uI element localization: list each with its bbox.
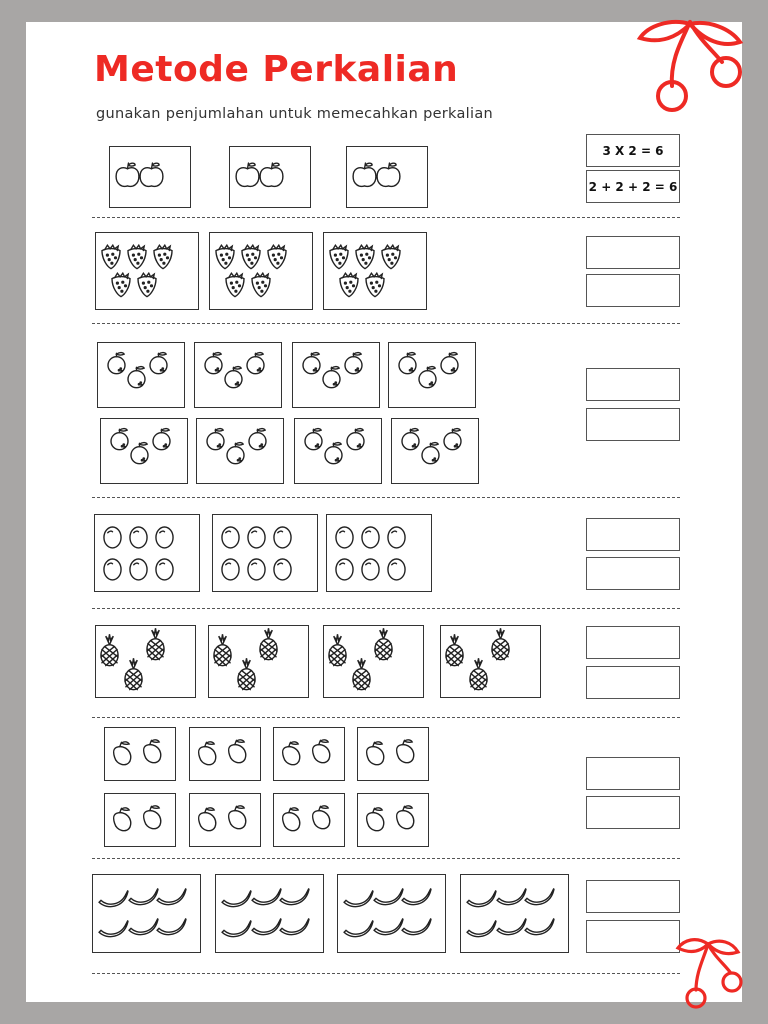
mango-icon — [397, 740, 414, 763]
mango-icon — [229, 806, 246, 829]
pineapple-icon — [329, 634, 346, 665]
page-subtitle: gunakan penjumlahan untuk memecahkan perkalian — [96, 106, 494, 122]
row-separator — [92, 323, 680, 324]
lemon-icon — [388, 559, 405, 580]
mango-icon — [199, 742, 216, 765]
orange-icon — [303, 353, 320, 374]
lemon-icon — [130, 527, 147, 548]
answer-multiplication-input[interactable] — [586, 626, 680, 659]
orange-icon — [419, 367, 436, 388]
strawberry-icon — [330, 245, 348, 268]
banana-icon — [497, 919, 525, 935]
orange-group — [194, 342, 282, 408]
banana-group — [92, 874, 201, 953]
lemon-icon — [362, 559, 379, 580]
banana-icon — [280, 889, 309, 905]
apple-group — [109, 146, 191, 208]
orange-icon — [441, 353, 458, 374]
strawberry-icon — [216, 245, 234, 268]
orange-icon — [111, 429, 128, 450]
pineapple-icon — [353, 658, 370, 689]
example-multiplication-box: 3 X 2 = 6 — [586, 134, 680, 167]
row-separator — [92, 717, 680, 718]
mango-icon — [144, 806, 161, 829]
lemon-icon — [156, 559, 173, 580]
apple-icon — [236, 163, 259, 186]
orange-icon — [247, 353, 264, 374]
lemon-icon — [248, 559, 265, 580]
banana-icon — [467, 891, 496, 907]
answer-addition-input[interactable] — [586, 920, 680, 953]
banana-group — [215, 874, 324, 953]
orange-icon — [225, 367, 242, 388]
orange-icon — [399, 353, 416, 374]
orange-icon — [227, 443, 244, 464]
pineapple-icon — [214, 634, 231, 665]
orange-group — [391, 418, 479, 484]
pineapple-group — [95, 625, 196, 698]
mango-icon — [229, 740, 246, 763]
row-separator — [92, 973, 680, 974]
answer-addition-input[interactable] — [586, 796, 680, 829]
strawberry-icon — [102, 245, 120, 268]
orange-icon — [131, 443, 148, 464]
mango-icon — [144, 740, 161, 763]
pineapple-icon — [260, 628, 277, 659]
banana-icon — [252, 889, 281, 905]
banana-icon — [344, 921, 373, 937]
mango-icon — [283, 742, 300, 765]
banana-icon — [252, 919, 281, 935]
strawberry-icon — [382, 245, 400, 268]
banana-group — [337, 874, 446, 953]
apple-icon — [260, 163, 283, 186]
row-separator — [92, 217, 680, 218]
pineapple-group — [208, 625, 309, 698]
banana-icon — [374, 889, 403, 905]
orange-group — [292, 342, 380, 408]
banana-icon — [157, 889, 186, 905]
row-separator — [92, 858, 680, 859]
strawberry-icon — [356, 245, 374, 268]
pineapple-icon — [125, 658, 142, 689]
banana-icon — [497, 889, 525, 905]
apple-icon — [116, 163, 139, 186]
orange-group — [294, 418, 382, 484]
lemon-icon — [388, 527, 405, 548]
strawberry-icon — [138, 273, 156, 296]
banana-icon — [467, 921, 496, 937]
answer-multiplication-input[interactable] — [586, 236, 680, 269]
mango-icon — [367, 808, 384, 831]
mango-icon — [397, 806, 414, 829]
banana-icon — [129, 889, 158, 905]
pineapple-icon — [375, 628, 392, 659]
lemon-icon — [104, 559, 121, 580]
banana-icon — [280, 919, 309, 935]
orange-icon — [345, 353, 362, 374]
mango-group — [357, 793, 429, 847]
strawberry-icon — [242, 245, 260, 268]
orange-icon — [207, 429, 224, 450]
pineapple-icon — [492, 628, 509, 659]
mango-icon — [199, 808, 216, 831]
strawberry-group — [323, 232, 427, 310]
orange-group — [196, 418, 284, 484]
lemon-icon — [336, 559, 353, 580]
apple-group — [229, 146, 311, 208]
orange-icon — [249, 429, 266, 450]
mango-icon — [114, 742, 131, 765]
row-separator — [92, 497, 680, 498]
strawberry-icon — [112, 273, 130, 296]
answer-multiplication-input[interactable] — [586, 368, 680, 401]
strawberry-icon — [252, 273, 270, 296]
answer-addition-input[interactable] — [586, 408, 680, 441]
apple-icon — [377, 163, 400, 186]
lemon-icon — [274, 527, 291, 548]
orange-group — [100, 418, 188, 484]
lemon-icon — [362, 527, 379, 548]
banana-icon — [525, 919, 554, 935]
worksheet — [26, 22, 742, 1002]
mango-group — [273, 727, 345, 781]
pineapple-group — [323, 625, 424, 698]
answer-multiplication-input[interactable] — [586, 518, 680, 551]
lemon-icon — [222, 527, 239, 548]
mango-icon — [313, 806, 330, 829]
strawberry-icon — [128, 245, 146, 268]
pineapple-icon — [238, 658, 255, 689]
mango-icon — [283, 808, 300, 831]
cherry-icon — [630, 10, 750, 115]
banana-icon — [525, 889, 554, 905]
orange-icon — [108, 353, 125, 374]
example-addition-box: 2 + 2 + 2 = 6 — [586, 170, 680, 203]
mango-group — [189, 727, 261, 781]
orange-icon — [444, 429, 461, 450]
banana-icon — [99, 921, 128, 937]
apple-group — [346, 146, 428, 208]
mango-group — [104, 727, 176, 781]
lemon-icon — [156, 527, 173, 548]
orange-icon — [422, 443, 439, 464]
mango-group — [357, 727, 429, 781]
answer-multiplication-input[interactable] — [586, 880, 680, 913]
pineapple-icon — [470, 658, 487, 689]
orange-icon — [402, 429, 419, 450]
answer-multiplication-input[interactable] — [586, 757, 680, 790]
strawberry-icon — [268, 245, 286, 268]
pineapple-group — [440, 625, 541, 698]
orange-icon — [153, 429, 170, 450]
mango-group — [189, 793, 261, 847]
lemon-group — [94, 514, 200, 592]
banana-icon — [222, 921, 251, 937]
orange-icon — [347, 429, 364, 450]
banana-icon — [99, 891, 128, 907]
orange-icon — [150, 353, 167, 374]
pineapple-icon — [147, 628, 164, 659]
orange-icon — [128, 367, 145, 388]
mango-icon — [313, 740, 330, 763]
cherry-icon — [674, 932, 744, 1012]
banana-icon — [129, 919, 158, 935]
banana-icon — [344, 891, 373, 907]
mango-icon — [367, 742, 384, 765]
lemon-icon — [336, 527, 353, 548]
pineapple-icon — [446, 634, 463, 665]
banana-icon — [402, 919, 431, 935]
strawberry-icon — [226, 273, 244, 296]
lemon-group — [326, 514, 432, 592]
strawberry-group — [209, 232, 313, 310]
mango-group — [104, 793, 176, 847]
lemon-icon — [274, 559, 291, 580]
orange-group — [388, 342, 476, 408]
orange-icon — [205, 353, 222, 374]
lemon-icon — [130, 559, 147, 580]
banana-icon — [402, 889, 431, 905]
banana-icon — [157, 919, 186, 935]
banana-group — [460, 874, 569, 953]
orange-icon — [323, 367, 340, 388]
strawberry-group — [95, 232, 199, 310]
banana-icon — [222, 891, 251, 907]
lemon-icon — [104, 527, 121, 548]
answer-addition-input[interactable] — [586, 274, 680, 307]
answer-addition-input[interactable] — [586, 557, 680, 590]
orange-icon — [325, 443, 342, 464]
lemon-icon — [248, 527, 265, 548]
strawberry-icon — [366, 273, 384, 296]
answer-addition-input[interactable] — [586, 666, 680, 699]
page-title: Metode Perkalian — [94, 49, 459, 90]
pineapple-icon — [101, 634, 118, 665]
row-separator — [92, 608, 680, 609]
mango-group — [273, 793, 345, 847]
apple-icon — [353, 163, 376, 186]
orange-icon — [305, 429, 322, 450]
strawberry-icon — [340, 273, 358, 296]
apple-icon — [140, 163, 163, 186]
lemon-icon — [222, 559, 239, 580]
strawberry-icon — [154, 245, 172, 268]
mango-icon — [114, 808, 131, 831]
lemon-group — [212, 514, 318, 592]
orange-group — [97, 342, 185, 408]
banana-icon — [374, 919, 403, 935]
